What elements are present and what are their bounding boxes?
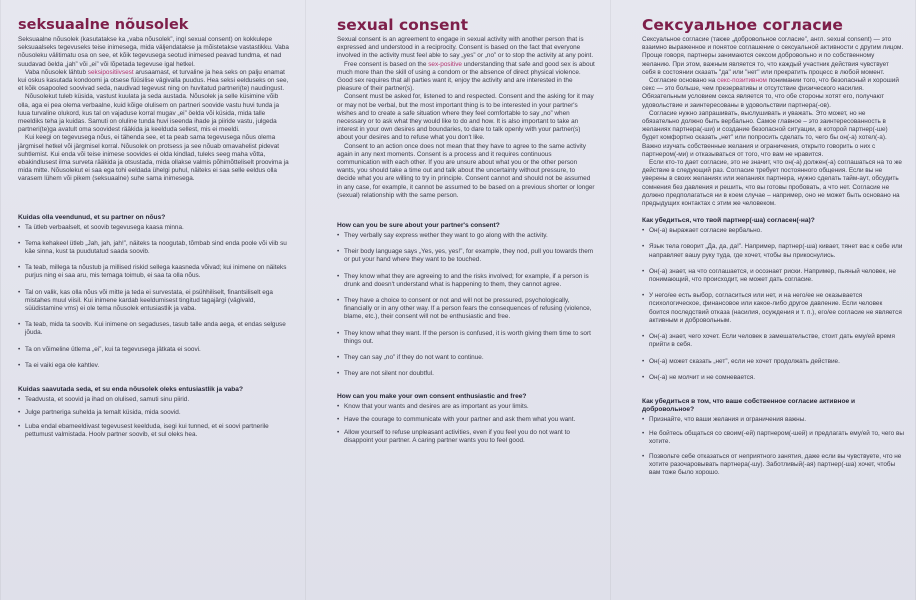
list-item: • They know what they want. If the person is confused, it is worth giving them time to sort things out.	[337, 330, 595, 346]
list-item: • They verbally say express wether they want to go along with the activity.	[337, 232, 595, 240]
list-item: • Their body language says „Yes, yes, yes!”, for example, they nod, pull you towards them or put your hand where they want to be touched.	[337, 248, 595, 264]
list-item: • Ta teab, mida ta soovib. Kui inimene on segaduses, tasub talle anda aega, et endas selguse jõuda.	[18, 321, 290, 337]
column-estonian	[18, 18, 290, 439]
english-list-1	[337, 232, 595, 378]
russian-heading-1: Как убедиться, что твой партнер(-ша) согласен(-на)?	[642, 217, 815, 225]
list-item: • Allow yourself to refuse unpleasant activities, even if you feel you do not want to disappoint your partner. A caring partner wants you to feel good.	[337, 429, 595, 445]
estonian-paragraph-1: Seksuaalne nõusolek (kasutatakse ka „vaba nõusolek”, ingl sexual consent) on kokkulepe seksuaalseks tegevuseks teise inimesega, mida väljendatakse ja mõistetakse vastastikku. Vaba nõusoleku välitimatu osa on see, et kõik tegevusega seotud inimesed peavad tundma, et nad suudavad öelda „jah” või „ei” või lõpetada tegevuse igal hetkel.	[18, 36, 289, 68]
english-highlight-term: sex-positive	[428, 60, 462, 68]
list-item: • Have the courage to communicate with your partner and ask them what you want.	[337, 416, 595, 424]
russian-title: Сексуальное согласие	[642, 16, 843, 34]
russian-paragraph-4: Если кто-то дает согласие, это не значит, что он(-а) должен(-а) соглашаться на то же действие в следующий раз. Согласие требует постоянного общения. Если вы не уверены в своих желаниях или желаниях партнера, нужно сделать тайм-аут, обсудить сомнения без давления и решить, что вы готовы пробовать, а что нет. Согласие не должно предполагаться ни в коем случае – например, оно не может быть основано на предыдущих контактах с этим же человеком.	[642, 159, 902, 208]
english-title: sexual consent	[337, 16, 468, 34]
russian-paragraph-3: Согласие нужно запрашивать, выслушивать и уважать. Это может, но не обязательно должно быть вербально. Самое главное – это заинтересованность в желаниях партнера(-ши) и создание безопасной ситуации, в которой партнер(-ше) будет комфортно сказать „нет” или попросить сделать то, чего бы он(-а) хотел(-а). Важно изучать собственные желания и ограничения, открыто говорить о них с партнером(-ми) и отказываться от того, что вам не нравится.	[642, 109, 888, 158]
estonian-highlight-term: seksipositiivsest	[87, 68, 134, 76]
english-paragraph-1: Sexual consent is an agreement to engage in sexual activity with another person that is expressed and understood in a reciprocity. Consent is based on the fact that everyone involved in the activity must feel able to say „yes” or „no” or to stop the activity at any point.	[337, 36, 594, 60]
list-item: • Язык тела говорит „Да, да, да!”. Например, партнер(-ша) кивает, тянет вас к себе или направляет вашу руку туда, где хочет, чтобы вы прикоснулись.	[642, 243, 904, 259]
russian-heading-2: Как убедиться в том, что ваше собственное согласие активное и добровольное?	[642, 397, 856, 413]
list-item: • Know that your wants and desires are as important as your limits.	[337, 403, 595, 411]
list-item: • They can say „no” if they do not want to continue.	[337, 354, 595, 362]
russian-list-1	[642, 227, 904, 382]
russian-p2-text-a: Согласие основано на	[649, 77, 718, 85]
english-heading-1: How can you be sure about your partner's consent?	[337, 222, 500, 230]
russian-list-2	[642, 416, 904, 477]
list-item: • Ta on võimeline ütlema „ei”, kui ta tegevusega jätkata ei soovi.	[18, 346, 290, 354]
estonian-p2-text-a: Vaba nõusolek lähtub	[25, 68, 88, 76]
english-paragraph-3: Consent must be asked for, listened to and respected. Consent and the asking for it may or may not be verbal, but the most important thing is to be interested in your partner's wishes and to create a safe situation where they feel comfortable to say „no” when necessary or to ask what they would like to do and how. It is also important to take an interest in your own desires and boundaries, to dare to talk openly with your partner(s) about your desires and to refuse what you don't like.	[337, 93, 594, 142]
estonian-heading-2: Kuidas saavutada seda, et su enda nõusolek oleks entusiastlik ja vaba?	[18, 386, 244, 394]
list-item: • Julge partneriga suhelda ja temalt küsida, mida soovid.	[18, 409, 290, 417]
estonian-list-1	[18, 224, 290, 370]
estonian-paragraph-2	[18, 69, 290, 94]
estonian-heading-1: Kuidas olla veendunud, et su partner on nõus?	[18, 213, 166, 221]
list-item: • Признайте, что ваши желания и ограничения важны.	[642, 416, 904, 424]
estonian-p2-text-b: arusaamast, et turvaline ja hea seks on palju enamat kui oskus kasutada kondoomi ja otsese füüsilise vägivalla puudus. Hea seksi eelduseks on see, et kõik osapooled soovivad seda, naudivad tegevust ning on huvitatud partneri(te) naudingust.	[18, 68, 289, 93]
list-item: • Tal on valik, kas olla nõus või mitte ja teda ei survestata, ei psühhiliselt, finantsiliselt ega mistahes muul viisil. Kui inimene kardab keeldumisest tingitud tagajärgi (vägivald, süüdistamine vms) ei ole tema nõusolek entusiastlik ja vaba.	[18, 289, 290, 314]
estonian-list-2	[18, 396, 290, 439]
list-item: • Он(-а) знает, чего хочет. Если человек в замешательстве, стоит дать ему/ей время прийти в себя.	[642, 333, 904, 349]
list-item: • Tema kehakeel ütleb „Jah, jah, jah!”, näiteks ta noogutab, tõmbab sind enda poole või viib su käe sinna, kust ta puudutatud saada soovib.	[18, 240, 290, 256]
list-item: • They have a choice to consent or not and will not be pressured, psychologically, financially or in any other way. If a person fears the consequences of refusing (violence, blame, etc.), their consent will not be enthusiastic and free.	[337, 297, 595, 322]
english-paragraph-2	[337, 61, 595, 94]
list-item: • Luba endal ebameeldivast tegevusest keelduda, isegi kui tunned, et ei soovi partnerile pettumust valmistada. Hoolv partner soovib, et sul oleks hea.	[18, 423, 290, 439]
list-item: • Он(-а) не молчит и не сомневается.	[642, 374, 904, 382]
english-p2-text-a: Free consent is based on the	[344, 60, 429, 68]
estonian-paragraph-3: Nõusolekut tuleb küsida, vastust kuulata ja seda austada. Nõusolek ja selle küsimine võib olla, aga ei pea olema verbaalne, kuid kõige olulisem on partneri soovide vastu huvi tunda ja luua turvaline olukord, kus tal on vajaduse korral mugav „ei” öelda või küsida, mida talle meeldiks teha ja kuidas. Samuti on oluline tunda huvi iseenda ihade ja piiride vastu, julgeda partneri(te)ga avatult oma soovidest rääkida ja keelduda sellest, mis ei meeldi.	[18, 93, 280, 134]
russian-p2-text-b: понимании того, что безопасный и хороший секс — это больше, чем презервативы и отсутствие физического насилия. Обязательным условием секса является то, что обе стороны хотят его, получают удовольствие и заинтересованы в удовольствии партнера(-ов).	[642, 77, 899, 109]
list-item: • Позвольте себе отказаться от неприятного занятия, даже если вы чувствуете, что не хотите разочаровывать партнера(-шу). Заботливый(-ая) партнер(-ша) хочет, чтобы вам тоже было хорошо.	[642, 453, 904, 478]
english-paragraph-4: Consent to an action once does not mean that they have to agree to the same activity again in any next moments. Consent is a process and it requires continuous communication with each other. If you are unsure about what you or the other person wants, you should take a time out and talk about the uncertainty without pressure, to decide what you are willing to try in principle. Consent cannot and should not be assumed in any case, for example, it cannot be assumed to be based on a previous shorter or longer (sexual) relationship with the same person.	[337, 142, 595, 199]
column-russian	[642, 18, 904, 477]
russian-paragraph-2	[642, 77, 904, 110]
list-item: • Он(-а) выражает согласие вербально.	[642, 227, 904, 235]
english-p2-text-b: understanding that safe and good sex is about much more than the skill of using a condom or the absence of direct physical violence. Good sex requires that all parties want it, enjoy the activity and are interested in the pleasure of their partner(s).	[337, 60, 595, 93]
list-item: • They know what they are agreeing to and the risks involved; for example, if a person is drunk and doesn't understand what is happening to them, they cannot agree.	[337, 273, 595, 289]
english-list-2	[337, 403, 595, 446]
russian-paragraph-1: Сексуальное согласие (также „добровольное согласие”, англ. sexual consent) — это взаимно выраженное и понятое соглашение о сексуальной активности с другим лицом. Проще говоря, партнеры занимаются сексом добровольно и по собственному желанию. При этом, важным является то, что каждый участник действия чувствует себя в состоянии сказать "да" или "нет" или прекратить процесс в любой момент.	[642, 36, 904, 76]
english-heading-2: How can you make your own consent enthusiastic and free?	[337, 392, 527, 400]
estonian-paragraph-4: Kui keegi on tegevusega nõus, ei tähenda see, et ta peab sama tegevusega nõus olema järgmisel hetkel või järgmisel korral. Nõusolek on protsess ja see nõuab omavahelist pidevat suhtlemist. Kui enda või teise inimese soovides ei olda kindlad, tuleks seeg maha võtta, ebakindlusest ilma surveta rääkida ja otsustada, mida ollakse valmis põhimõtteliselt proovima ja mida mitte. Nõusolekut ei saa ega tohi eeldada ühelgi puhul, näiteks ei saa selle eeldus olla varasem lühem või pikem (seksuaalne) suhe sama inimesega.	[18, 134, 289, 183]
list-item: • Ta ei vaiki ega ole kahtlev.	[18, 362, 290, 370]
list-item: • Ta teab, millega ta nõustub ja millised riskid sellega kaasneda võivad; kui inimene on näiteks purjus ning ei saa aru, mis temaga toimub, ei saa ta olla nõus.	[18, 264, 290, 280]
list-item: • Он(-а) знает, на что соглашается, и осознает риски. Например, пьяный человек, не понимающий, что происходит, не может дать согласие.	[642, 268, 904, 284]
russian-highlight-term: секс-позитивном	[717, 77, 767, 85]
list-item: • У него/ее есть выбор, согласиться или нет, и на него/ее не оказывается психологическое, финансовое или какое-либо другое давление. Если человек боится последствий отказа (насилия, осуждения и т. п.), его/ее согласие не является активным и добровольным.	[642, 292, 904, 325]
column-english	[337, 18, 595, 445]
list-item: • Не бойтесь общаться со своим(-ей) партнером(-шей) и предлагать ему/ей то, чего вы хотите.	[642, 430, 904, 446]
list-item: • Teadvusta, et soovid ja ihad on olulised, samuti sinu piirid.	[18, 396, 290, 404]
list-item: • Он(-а) может сказать „нет”, если не хочет продолжать действие.	[642, 358, 904, 366]
list-item: • Ta ütleb verbaalselt, et soovib tegevusega kaasa minna.	[18, 224, 290, 232]
estonian-title: seksuaalne nõusolek	[18, 17, 189, 33]
list-item: • They are not silent nor doubtful.	[337, 370, 595, 378]
